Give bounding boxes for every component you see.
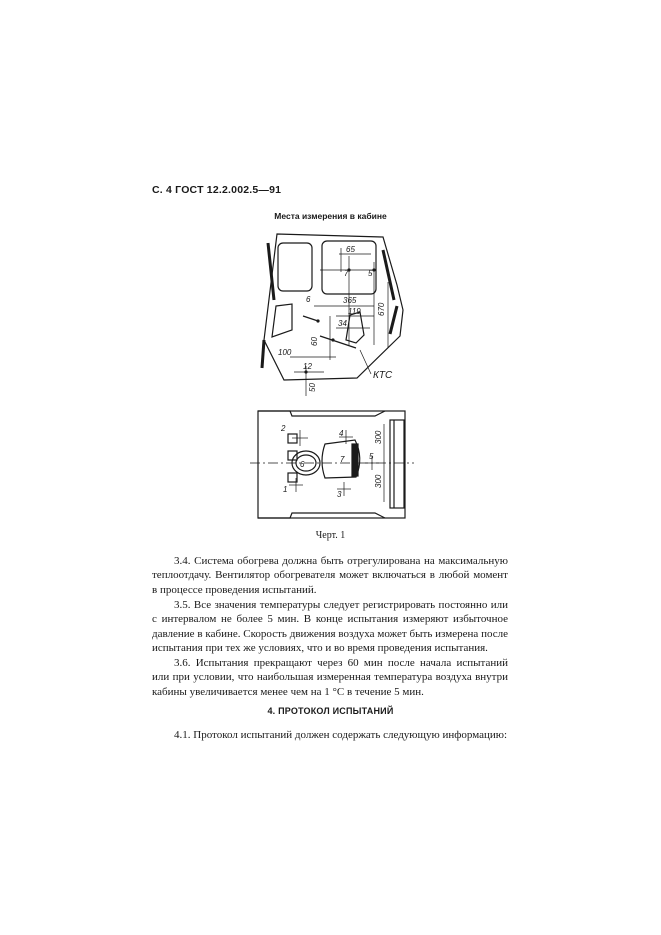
- rear-wall: [390, 420, 404, 508]
- point-label-7: 7: [340, 455, 345, 464]
- dim-60: 60: [310, 337, 319, 346]
- section-heading: 4. ПРОТОКОЛ ИСПЫТАНИЙ: [267, 706, 394, 716]
- dim-365: 365: [343, 296, 357, 305]
- dim-5: 5: [368, 269, 373, 278]
- cab-window: [272, 304, 292, 337]
- dim-300-top: 300: [374, 430, 383, 444]
- cab-pillar: [262, 340, 264, 368]
- point-label-6: 6: [300, 460, 305, 469]
- paragraph-3-4: 3.4. Система обогрева должна быть отрегулирована на максимальную теплоотдачу. Вентилятор обогревателя может включаться в любой момент в процессе проведения испытаний.: [152, 555, 508, 596]
- point-label-5: 5: [369, 452, 374, 461]
- page-header: С. 4 ГОСТ 12.2.002.5—91: [152, 184, 282, 196]
- dim-300-bottom: 300: [374, 474, 383, 488]
- paragraph-4-1: 4.1. Протокол испытаний должен содержать следующую информацию:: [174, 729, 508, 741]
- point-label-4: 4: [339, 429, 344, 438]
- paragraph-3-6: 3.6. Испытания прекращают через 60 мин после начала испытаний или при условии, что наибольшая измеренная температура воздуха внутри кабины увеличивается менее чем на 1 °С в течение 5 мин.: [152, 657, 508, 698]
- cab-window: [278, 243, 312, 291]
- dim-50: 50: [308, 383, 317, 392]
- figure-title: Места измерения в кабине: [274, 211, 387, 221]
- ktc-label: КТС: [373, 370, 393, 381]
- point-label-1: 1: [283, 485, 288, 494]
- point-label-2: 2: [281, 424, 286, 433]
- dim-34: 34: [338, 319, 347, 328]
- dim-6: 6: [306, 295, 311, 304]
- paragraph-3-5: 3.5. Все значения температуры следует регистрировать постоянно или с интервалом не более 5 мин. В конце испытания измеряют избыточное давление в кабине. Скорость движения воздуха может быть измерена после испытания при тех же условиях, что и во время проведения испытания.: [152, 599, 508, 654]
- dim-7: 7: [344, 269, 349, 278]
- meas-box: [288, 434, 297, 443]
- cab-pillar: [268, 243, 274, 300]
- cab-pillar: [390, 306, 397, 334]
- dim-12: 12: [303, 362, 312, 371]
- figure-caption: Черт. 1: [315, 530, 346, 541]
- dim-100: 100: [278, 348, 292, 357]
- point-label-3: 3: [337, 490, 342, 499]
- dim-65: 65: [346, 245, 355, 254]
- dim-670: 670: [377, 302, 386, 316]
- cab-plan-floor: [258, 411, 385, 518]
- dim-119: 119: [348, 307, 361, 316]
